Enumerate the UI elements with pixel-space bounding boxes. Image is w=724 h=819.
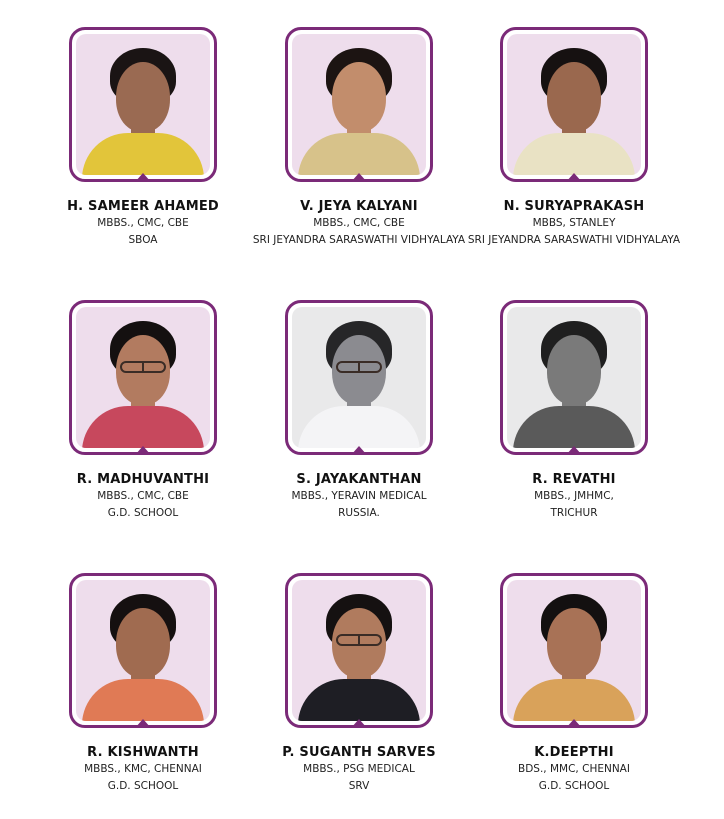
profile-card xyxy=(466,300,682,522)
person-school: SRI JEYANDRA SARASWATHI VIDHYALAYA xyxy=(467,234,681,246)
person-name: K.DEEPTHI xyxy=(534,745,614,760)
photo-frame xyxy=(500,300,648,455)
portrait-photo xyxy=(292,34,426,175)
person-degree: MBBS., PSG MEDICAL xyxy=(303,763,415,775)
person-degree: MBBS., JMHMC, xyxy=(534,490,614,502)
person-name: P. SUGANTH SARVES xyxy=(282,745,436,760)
photo-frame xyxy=(69,300,217,455)
frame-pointer xyxy=(351,719,367,728)
person-school: G.D. SCHOOL xyxy=(107,507,179,519)
portrait-photo xyxy=(292,580,426,721)
person-school: RUSSIA. xyxy=(338,507,380,519)
person-name: S. JAYAKANTHAN xyxy=(296,472,422,487)
person-name: V. JEYA KALYANI xyxy=(300,199,418,214)
profile-card xyxy=(251,300,467,522)
person-school: TRICHUR xyxy=(550,507,598,519)
profile-card xyxy=(35,27,251,249)
portrait-photo xyxy=(507,34,641,175)
person-school: SBOA xyxy=(128,234,158,246)
person-degree: MBBS., CMC, CBE xyxy=(97,217,189,229)
person-name: H. SAMEER AHAMED xyxy=(67,199,219,214)
photo-frame xyxy=(285,573,433,728)
photo-frame xyxy=(69,573,217,728)
person-school: SRI JEYANDRA SARASWATHI VIDHYALAYA xyxy=(252,234,466,246)
person-school: SRV xyxy=(348,780,370,792)
frame-pointer xyxy=(135,173,151,182)
portrait-photo xyxy=(292,307,426,448)
portrait-photo xyxy=(76,307,210,448)
profile-card xyxy=(466,573,682,795)
photo-frame xyxy=(500,27,648,182)
frame-pointer xyxy=(351,173,367,182)
profile-card xyxy=(35,300,251,522)
person-degree: MBBS, STANLEY xyxy=(532,217,616,229)
profile-card xyxy=(251,27,467,249)
frame-pointer xyxy=(351,446,367,455)
frame-pointer xyxy=(566,719,582,728)
person-name: N. SURYAPRAKASH xyxy=(503,199,645,214)
frame-pointer xyxy=(566,173,582,182)
profile-card xyxy=(466,27,682,249)
person-name: R. REVATHI xyxy=(532,472,616,487)
person-degree: MBBS., KMC, CHENNAI xyxy=(84,763,202,775)
portrait-photo xyxy=(507,307,641,448)
person-degree: MBBS., YERAVIN MEDICAL xyxy=(291,490,427,502)
person-name: R. MADHUVANTHI xyxy=(76,472,210,487)
frame-pointer xyxy=(135,446,151,455)
person-school: G.D. SCHOOL xyxy=(107,780,179,792)
profile-card xyxy=(251,573,467,795)
portrait-photo xyxy=(507,580,641,721)
person-degree: BDS., MMC, CHENNAI xyxy=(518,763,630,775)
profile-card xyxy=(35,573,251,795)
person-school: G.D. SCHOOL xyxy=(538,780,610,792)
photo-frame xyxy=(285,300,433,455)
portrait-photo xyxy=(76,34,210,175)
portrait-photo xyxy=(76,580,210,721)
photo-frame xyxy=(285,27,433,182)
person-name: R. KISHWANTH xyxy=(87,745,199,760)
person-degree: MBBS., CMC, CBE xyxy=(97,490,189,502)
frame-pointer xyxy=(135,719,151,728)
photo-frame xyxy=(69,27,217,182)
frame-pointer xyxy=(566,446,582,455)
person-degree: MBBS., CMC, CBE xyxy=(313,217,405,229)
photo-frame xyxy=(500,573,648,728)
